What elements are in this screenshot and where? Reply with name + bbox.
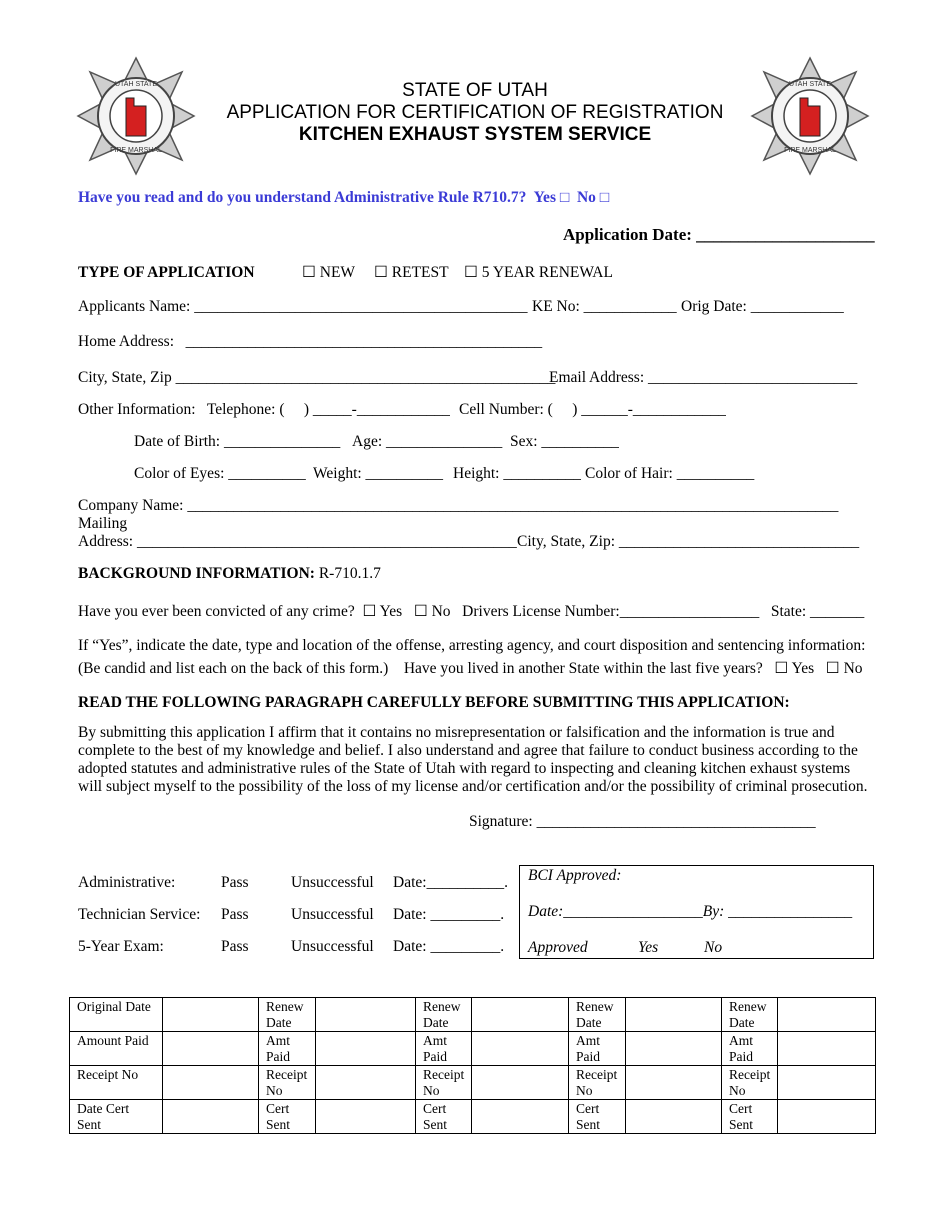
table-cell[interactable] bbox=[778, 1100, 876, 1134]
exam-5-year-label: 5-Year Exam: bbox=[78, 938, 164, 955]
color-of-hair-field[interactable]: Color of Hair: __________ bbox=[585, 465, 755, 482]
title-kitchen-exhaust: KITCHEN EXHAUST SYSTEM SERVICE bbox=[298, 124, 652, 145]
table-cell: Cert Sent bbox=[722, 1100, 778, 1134]
exam-administrative-label: Administrative: bbox=[78, 874, 176, 891]
fee-record-table bbox=[69, 997, 876, 1134]
table-cell[interactable] bbox=[316, 1066, 416, 1100]
title-application: APPLICATION FOR CERTIFICATION OF REGISTRATION bbox=[226, 102, 724, 123]
table-cell: Receipt No bbox=[569, 1066, 626, 1100]
checkbox-retest[interactable]: ☐ RETEST bbox=[374, 264, 449, 281]
home-address-field[interactable]: Home Address: ______________________________________________ bbox=[78, 333, 543, 350]
table-cell: Renew Date bbox=[722, 998, 778, 1032]
height-field[interactable]: Height: __________ bbox=[453, 465, 581, 482]
table-cell[interactable] bbox=[472, 1066, 569, 1100]
table-cell: Original Date bbox=[70, 998, 163, 1032]
table-cell: Cert Sent bbox=[569, 1100, 626, 1134]
ke-no-field[interactable]: KE No: ____________ bbox=[532, 298, 677, 315]
exam-5-year-unsuccessful: Unsuccessful bbox=[291, 938, 374, 955]
table-row bbox=[70, 1100, 876, 1134]
table-cell[interactable] bbox=[163, 1100, 259, 1134]
table-cell[interactable] bbox=[626, 1032, 722, 1066]
bci-no[interactable]: No bbox=[704, 939, 723, 956]
type-of-application-label: TYPE OF APPLICATION bbox=[78, 264, 255, 281]
table-cell: Cert Sent bbox=[259, 1100, 316, 1134]
exam-5-year-pass: Pass bbox=[221, 938, 249, 955]
date-of-birth-field[interactable]: Date of Birth: _______________ bbox=[134, 433, 341, 450]
svg-text:UTAH STATE: UTAH STATE bbox=[789, 81, 831, 88]
company-name-field[interactable]: Company Name: ____________________________________________________________________________________ bbox=[78, 497, 839, 514]
application-date-field[interactable] bbox=[563, 225, 875, 245]
table-cell: Amt Paid bbox=[569, 1032, 626, 1066]
crime-question[interactable]: Have you ever been convicted of any crime? ☐ Yes ☐ No Drivers License Number:__________________ State: _______ bbox=[78, 603, 865, 620]
svg-text:UTAH STATE: UTAH STATE bbox=[115, 81, 157, 88]
exam-technician-unsuccessful: Unsuccessful bbox=[291, 906, 374, 923]
bci-approved-text: Approved bbox=[528, 939, 588, 956]
bci-by: By: ________________ bbox=[702, 903, 853, 920]
table-row bbox=[70, 998, 876, 1032]
exam-technician-date[interactable]: Date: _________. bbox=[393, 906, 505, 923]
table-cell: Receipt No bbox=[416, 1066, 472, 1100]
table-cell[interactable] bbox=[316, 1100, 416, 1134]
bci-approved-label: BCI Approved: bbox=[528, 867, 622, 884]
if-yes-instructions: If “Yes”, indicate the date, type and location of the offense, arresting agency, and court disposition and sentencing information: bbox=[78, 637, 866, 654]
exam-administrative-date[interactable]: Date:__________. bbox=[393, 874, 508, 891]
telephone-field[interactable]: Other Information: Telephone: ( ) _____-____________ bbox=[78, 401, 450, 418]
signature-line: ____________________________________ bbox=[536, 813, 816, 830]
table-cell: Renew Date bbox=[569, 998, 626, 1032]
checkbox-5-year-renewal[interactable]: ☐ 5 YEAR RENEWAL bbox=[464, 264, 613, 281]
age-field[interactable]: Age: _______________ bbox=[352, 433, 503, 450]
lived-another-state-question[interactable]: (Be candid and list each on the back of this form.) Have you lived in another State within the last five years? ☐ Yes ☐ No bbox=[78, 660, 863, 677]
table-cell: Date Cert Sent bbox=[70, 1100, 163, 1134]
table-cell: Renew Date bbox=[416, 998, 472, 1032]
table-cell[interactable] bbox=[778, 1066, 876, 1100]
table-cell[interactable] bbox=[163, 1032, 259, 1066]
table-cell: Amount Paid bbox=[70, 1032, 163, 1066]
background-information bbox=[78, 565, 381, 583]
email-address-field[interactable]: Email Address: ___________________________ bbox=[549, 369, 858, 386]
table-cell[interactable] bbox=[778, 998, 876, 1032]
sex-field[interactable]: Sex: __________ bbox=[510, 433, 619, 450]
table-row bbox=[70, 1032, 876, 1066]
exam-technician-label: Technician Service: bbox=[78, 906, 201, 923]
mailing-label: Mailing bbox=[78, 515, 128, 532]
table-cell: Amt Paid bbox=[722, 1032, 778, 1066]
bci-date: Date:__________________ bbox=[528, 903, 703, 920]
table-cell[interactable] bbox=[778, 1032, 876, 1066]
weight-field[interactable]: Weight: __________ bbox=[313, 465, 444, 482]
read-paragraph-heading: READ THE FOLLOWING PARAGRAPH CAREFULLY BEFORE SUBMITTING THIS APPLICATION: bbox=[78, 694, 790, 711]
affirmation-paragraph: By submitting this application I affirm that it contains no misrepresentation or falsification and the information is true and complete to the best of my knowledge and belief. I also understand and agree that failure to conduct business according to the adopted statutes and administrative rules of the State of Utah with regard to inspecting and cleaning kitchen exhaust systems will subject myself to the possibility of the loss of my license and/or certification and/or the possibility of criminal prosecution. bbox=[78, 724, 868, 795]
orig-date-field[interactable]: Orig Date: ____________ bbox=[681, 298, 844, 315]
bci-approved-row bbox=[528, 939, 588, 957]
table-cell[interactable] bbox=[316, 998, 416, 1032]
table-cell[interactable] bbox=[163, 1066, 259, 1100]
table-cell[interactable] bbox=[472, 998, 569, 1032]
checkbox-new[interactable]: ☐ NEW bbox=[302, 264, 356, 281]
mailing-city-state-zip-field[interactable]: City, State, Zip: _______________________________ bbox=[517, 533, 860, 550]
application-date-tail: _ bbox=[866, 225, 875, 244]
signature-field[interactable] bbox=[469, 813, 816, 831]
exam-5-year-date[interactable]: Date: _________. bbox=[393, 938, 505, 955]
application-date-label: Application Date: ____________________ bbox=[563, 225, 867, 244]
table-cell[interactable] bbox=[626, 1100, 722, 1134]
title-state: STATE OF UTAH bbox=[402, 80, 548, 101]
table-cell: Receipt No bbox=[722, 1066, 778, 1100]
table-cell[interactable] bbox=[626, 1066, 722, 1100]
table-cell: Receipt No bbox=[259, 1066, 316, 1100]
color-of-eyes-field[interactable]: Color of Eyes: __________ bbox=[134, 465, 306, 482]
svg-text:FIRE MARSHAL: FIRE MARSHAL bbox=[110, 147, 162, 154]
svg-text:FIRE MARSHAL: FIRE MARSHAL bbox=[784, 147, 836, 154]
table-cell: Amt Paid bbox=[259, 1032, 316, 1066]
background-label: BACKGROUND INFORMATION: bbox=[78, 565, 315, 582]
table-cell[interactable] bbox=[626, 998, 722, 1032]
background-rule: R-710.1.7 bbox=[318, 565, 381, 582]
cell-number-field[interactable]: Cell Number: ( ) ______-____________ bbox=[459, 401, 726, 418]
bci-date-field[interactable] bbox=[528, 903, 852, 921]
signature-label: Signature: bbox=[469, 813, 533, 830]
table-cell: Renew Date bbox=[259, 998, 316, 1032]
table-cell: Cert Sent bbox=[416, 1100, 472, 1134]
exam-technician-pass: Pass bbox=[221, 906, 249, 923]
table-cell[interactable] bbox=[472, 1100, 569, 1134]
exam-administrative-unsuccessful: Unsuccessful bbox=[291, 874, 374, 891]
table-cell[interactable] bbox=[472, 1032, 569, 1066]
rule-question[interactable]: Have you read and do you understand Administrative Rule R710.7? Yes □ No □ bbox=[78, 189, 610, 206]
exam-administrative-pass: Pass bbox=[221, 874, 249, 891]
bci-yes[interactable]: Yes bbox=[638, 939, 659, 956]
table-cell[interactable] bbox=[316, 1032, 416, 1066]
table-cell: Amt Paid bbox=[416, 1032, 472, 1066]
table-cell: Receipt No bbox=[70, 1066, 163, 1100]
mailing-address-field[interactable]: Address: _________________________________________________ bbox=[78, 533, 517, 550]
table-cell[interactable] bbox=[163, 998, 259, 1032]
city-state-zip-field[interactable]: City, State, Zip _________________________________________________ bbox=[78, 369, 556, 386]
applicants-name-field[interactable]: Applicants Name: ___________________________________________ bbox=[78, 298, 528, 315]
table-row bbox=[70, 1066, 876, 1100]
